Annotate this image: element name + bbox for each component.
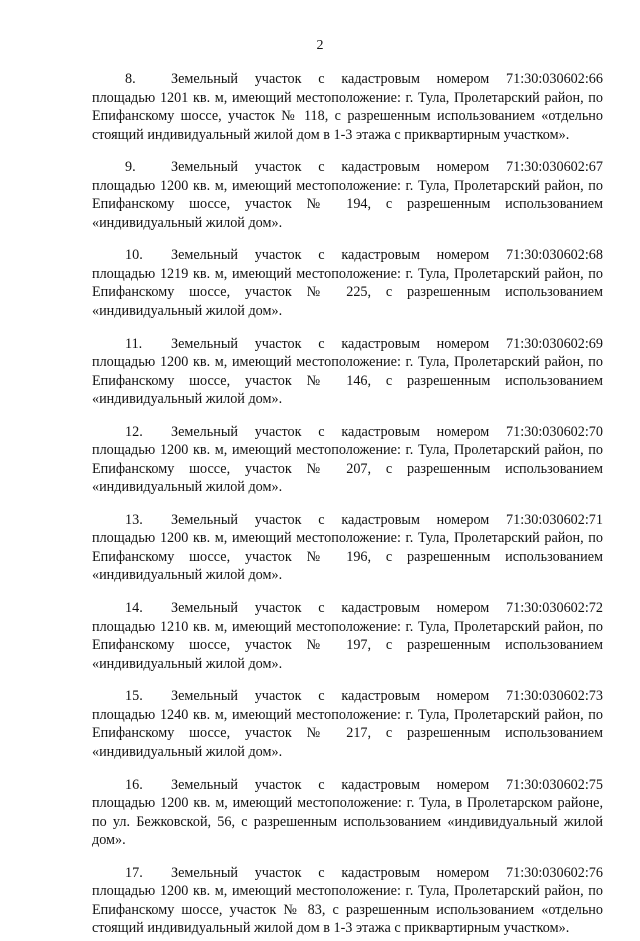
- item-number: 10.: [125, 247, 143, 264]
- item-text: Земельный участок с кадастровым номером 71:30:030602:70 площадью 1200 кв. м, имеющий местоположение: г. Тула, Пролетарский район, по Епифанскому шоссе, участок № 207, с разрешенным использованием «индивидуальный жилой дом».: [92, 423, 603, 496]
- page-number: 2: [316, 38, 324, 53]
- item-number: 8.: [125, 71, 136, 87]
- item-number: 12.: [125, 423, 143, 440]
- item-text: Земельный участок с кадастровым номером 71:30:030602:67 площадью 1200 кв. м, имеющий местоположение: г. Тула, Пролетарский район, по Епифанскому шоссе, участок № 194, с разрешенным использованием «индивидуальный жилой дом».: [92, 159, 603, 231]
- item-number: 13.: [125, 511, 143, 528]
- item-number: 11.: [125, 335, 143, 352]
- list-item: [92, 864, 603, 938]
- list-item: [92, 70, 603, 144]
- item-text: Земельный участок с кадастровым номером 71:30:030602:71 площадью 1200 кв. м, имеющий местоположение: г. Тула, Пролетарский район, по Епифанскому шоссе, участок № 196, с разрешенным использованием «индивидуальный жилой дом».: [92, 511, 603, 584]
- item-text: Земельный участок с кадастровым номером 71:30:030602:66 площадью 1201 кв. м, имеющий местоположение: г. Тула, Пролетарский район, по Епифанскому шоссе, участок № 118, с разрешенным использованием «отдельно стоящий индивидуальный жилой дом в 1-3 этажа с приквартирным участком».: [92, 71, 603, 143]
- list-item: [92, 158, 603, 232]
- item-text: Земельный участок с кадастровым номером 71:30:030602:76 площадью 1200 кв. м, имеющий местоположение: г. Тула, Пролетарский район, по Епифанскому шоссе, участок № 83, с разрешенным использованием «отдельно стоящий индивидуальный жилой дом в 1-3 этажа с приквартирным участком».: [92, 864, 603, 937]
- item-text: Земельный участок с кадастровым номером 71:30:030602:72 площадью 1210 кв. м, имеющий местоположение: г. Тула, Пролетарский район, по Епифанскому шоссе, участок № 197, с разрешенным использованием «индивидуальный жилой дом».: [92, 600, 603, 672]
- item-number: 15.: [125, 688, 143, 705]
- list-item: [92, 687, 603, 761]
- item-text: Земельный участок с кадастровым номером 71:30:030602:68 площадью 1219 кв. м, имеющий местоположение: г. Тула, Пролетарский район, по Епифанскому шоссе, участок № 225, с разрешенным использованием «индивидуальный жилой дом».: [92, 247, 603, 319]
- list-item: [92, 423, 603, 497]
- item-text: Земельный участок с кадастровым номером 71:30:030602:73 площадью 1240 кв. м, имеющий местоположение: г. Тула, Пролетарский район, по Епифанскому шоссе, участок № 217, с разрешенным использованием «индивидуальный жилой дом».: [92, 688, 603, 760]
- item-text: Земельный участок с кадастровым номером 71:30:030602:75 площадью 1200 кв. м, имеющий местоположение: г. Тула, в Пролетарском районе, по ул. Бежковской, 56, с разрешенным использованием «индивидуальный жилой дом».: [92, 776, 603, 848]
- item-number: 9.: [125, 159, 136, 176]
- item-number: 16.: [125, 776, 143, 793]
- list-item: [92, 335, 603, 409]
- document-body: [92, 70, 603, 941]
- item-number: 14.: [125, 600, 143, 617]
- list-item: [92, 599, 603, 673]
- list-item: [92, 776, 603, 850]
- item-text: Земельный участок с кадастровым номером 71:30:030602:69 площадью 1200 кв. м, имеющий местоположение: г. Тула, Пролетарский район, по Епифанскому шоссе, участок № 146, с разрешенным использованием «индивидуальный жилой дом».: [92, 335, 603, 408]
- list-item: [92, 246, 603, 320]
- list-item: [92, 511, 603, 585]
- item-number: 17.: [125, 864, 143, 881]
